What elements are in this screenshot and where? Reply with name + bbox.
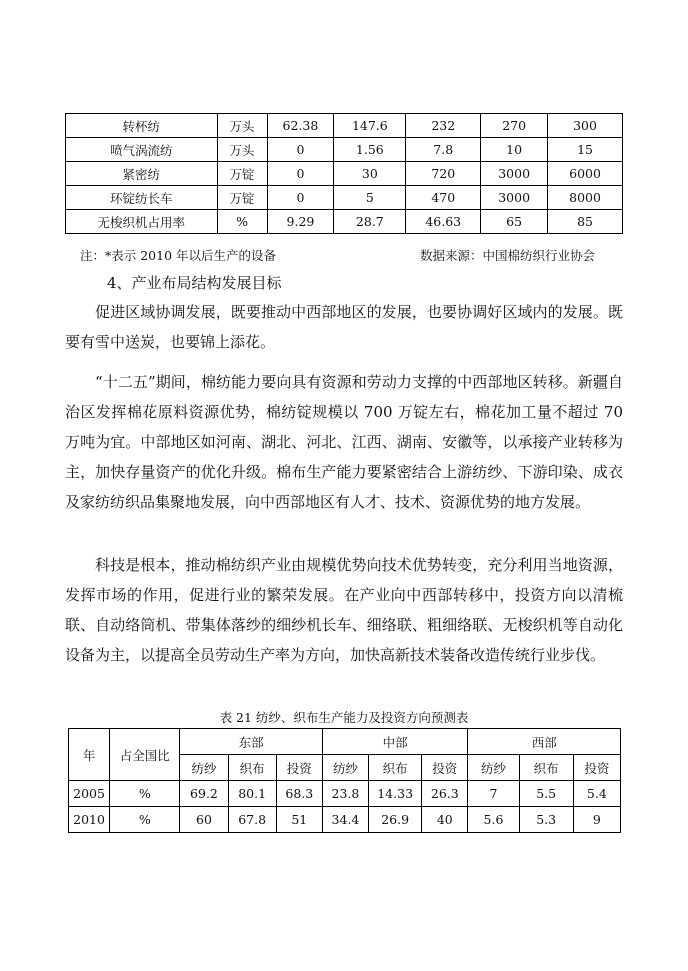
table-cell: 7 [468,781,519,807]
paragraph: 促进区域协调发展，既要推动中西部地区的发展，也要协调好区域内的发展。既要有雪中送炭，也要锦上添花。 [65,303,623,351]
table-cell: 30 [334,162,406,186]
table-cell: 470 [406,186,481,210]
table-cell: 28.7 [334,210,406,234]
table-cell: 26.3 [422,781,468,807]
table-cell: 720 [406,162,481,186]
table-row [69,807,621,833]
table-cell: 270 [481,114,548,138]
header-year: 年 [69,729,110,781]
table-cell: 万头 [217,138,267,162]
table-cell: 万锭 [217,186,267,210]
table-row [66,186,623,210]
table-cell: 62.38 [267,114,334,138]
sub-header: 纺纱 [180,755,228,781]
table-cell: 5 [334,186,406,210]
table-cell: 0 [267,186,334,210]
equipment-table [65,113,623,234]
table-cell: % [110,807,180,833]
table-cell: 3000 [481,162,548,186]
table-cell: 46.63 [406,210,481,234]
table-cell: 6000 [548,162,623,186]
forecast-table [68,728,621,833]
table-note: 注：*表示 2010 年以后生产的设备 [80,248,277,263]
table-cell: 34.4 [322,807,368,833]
header-region-central: 中部 [322,729,468,755]
table-cell: 10 [481,138,548,162]
table-cell: 8000 [548,186,623,210]
table-cell: 26.9 [369,807,422,833]
sub-header: 织布 [228,755,276,781]
table-cell: 万头 [217,114,267,138]
table-cell: 1.56 [334,138,406,162]
table-cell: % [110,781,180,807]
table-cell: 65 [481,210,548,234]
table-cell: 67.8 [228,807,276,833]
table-cell: 0 [267,138,334,162]
table-cell: 3000 [481,186,548,210]
table-cell: 69.2 [180,781,228,807]
sub-header: 投资 [422,755,468,781]
sub-header: 投资 [573,755,620,781]
table-cell: 7.8 [406,138,481,162]
section-heading: 4、产业布局结构发展目标 [107,274,282,292]
table-row [69,781,621,807]
header-region-west: 西部 [468,729,621,755]
table-cell: 2010 [69,807,110,833]
header-region-east: 东部 [180,729,323,755]
sub-header: 纺纱 [468,755,519,781]
table-cell: 5.5 [519,781,573,807]
table-cell: % [217,210,267,234]
table-cell: 147.6 [334,114,406,138]
table-cell: 232 [406,114,481,138]
table-row [66,162,623,186]
table-row [66,138,623,162]
paragraph: 科技是根本，推动棉纺织产业由规模优势向技术优势转变，充分利用当地资源，发挥市场的作用，促进行业的繁荣发展。在产业向中西部转移中，投资方向以清梳联、自动络筒机、带集体落纱的细纱机长车、细络联、粗细络联、无梭织机等自动化设备为主，以提高全员劳动生产率为方向，加快高新技术装备改造传统行业步伐。 [65,556,623,664]
table-cell: 5.6 [468,807,519,833]
table-cell: 14.33 [369,781,422,807]
table-cell: 51 [276,807,322,833]
table-row [66,114,623,138]
table-cell: 转杯纺 [66,114,218,138]
sub-header: 纺纱 [322,755,368,781]
table-cell: 万锭 [217,162,267,186]
table-cell: 9 [573,807,620,833]
sub-header: 织布 [519,755,573,781]
paragraph: “十二五”期间，棉纺能力要向具有资源和劳动力支撑的中西部地区转移。新疆自治区发挥棉花原料资源优势，棉纺锭规模以 700 万锭左右，棉花加工量不超过 70 万吨为宜。中部地区如河南、湖北、河北、江西、湖南、安徽等，以承接产业转移为主，加快存量资产的优化升级。棉布生产能力要紧密结合上游纺纱、下游印染、成衣及家纺纺织品集聚地发展，向中西部地区有人才、技术、资源优势的地方发展。 [65,373,623,511]
table-cell: 85 [548,210,623,234]
table-cell: 2005 [69,781,110,807]
table-cell: 环锭纺长车 [66,186,218,210]
sub-header: 投资 [276,755,322,781]
table-cell: 喷气涡流纺 [66,138,218,162]
table-cell: 23.8 [322,781,368,807]
table-cell: 300 [548,114,623,138]
table-cell: 5.3 [519,807,573,833]
table-row [66,210,623,234]
table-caption: 表 21 纺纱、织布生产能力及投资方向预测表 [219,710,469,725]
table-cell: 80.1 [228,781,276,807]
table-cell: 15 [548,138,623,162]
sub-header: 织布 [369,755,422,781]
table-cell: 68.3 [276,781,322,807]
table-cell: 40 [422,807,468,833]
table-cell: 5.4 [573,781,620,807]
table-cell: 9.29 [267,210,334,234]
table-cell: 紧密纺 [66,162,218,186]
table-cell: 0 [267,162,334,186]
header-share: 占全国比 [110,729,180,781]
data-source: 数据来源：中国棉纺织行业协会 [420,248,596,263]
table-cell: 无梭织机占用率 [66,210,218,234]
table-cell: 60 [180,807,228,833]
